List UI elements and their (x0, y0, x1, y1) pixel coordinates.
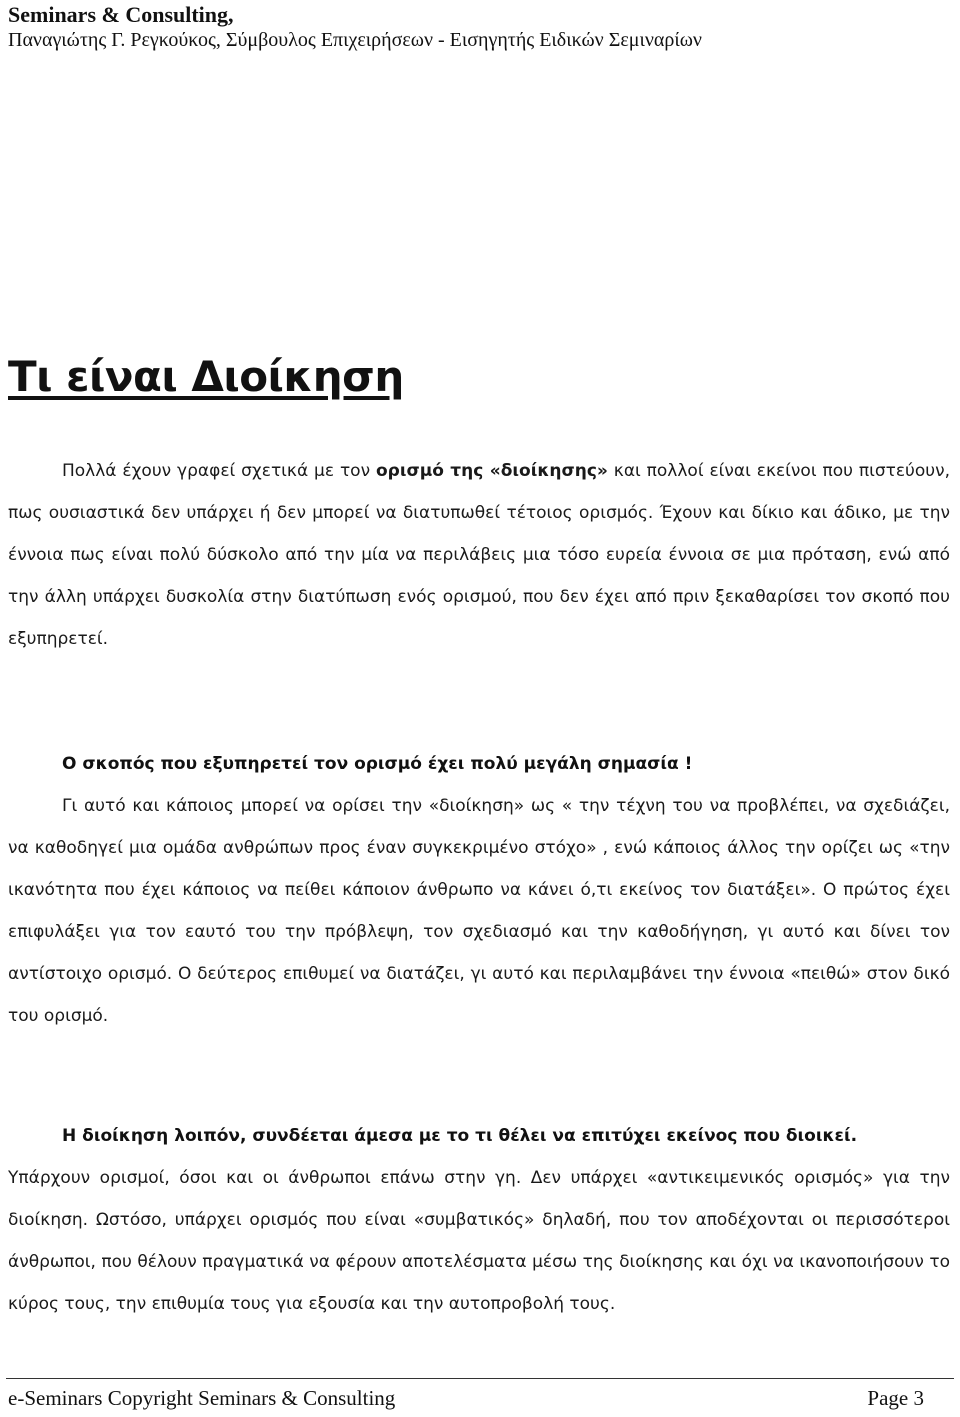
paragraph-2-text: Γι αυτό και κάποιος μπορεί να ορίσει την «διοίκηση» ως « την τέχνη του να προβλέπει, να σχεδιάζει, να καθοδηγεί μια ομάδα ανθρώπων προς έναν συγκεκριμένο στόχο» , ενώ κάποιος άλλος την ορίζει ως «την ικανότητα που έχει κάποιος να πείθει κάποιον άνθρωπο να κάνει ό,τι εκείνος τον διατάξει». Ο πρώτος έχει επιφυλάξει για τον εαυτό του την πρόβλεψη, τον σχεδιασμό και την καθοδήγηση, γι αυτό και δίνει τον αντίστοιχο ορισμό. Ο δεύτερος επιθυμεί να διατάζει, γι αυτό και περιλαμβάνει την έννοια «πειθώ» στον δικό του ορισμό. (8, 796, 950, 1026)
header-company: Seminars & Consulting, (8, 2, 234, 27)
footer-copyright: e-Seminars Copyright Seminars & Consulting (8, 1386, 396, 1410)
paragraph-1 (8, 450, 950, 660)
paragraph-3 (8, 1157, 950, 1325)
paragraph-1-bold: ορισμό της «διοίκησης» (375, 461, 608, 481)
footer-page-number: Page 3 (867, 1386, 924, 1410)
page-title: Τι είναι Διοίκηση (8, 352, 404, 401)
header-author-line: Παναγιώτης Γ. Ρεγκούκος, Σύμβουλος Επιχειρήσεων - Εισηγητής Ειδικών Σεμιναρίων (8, 29, 702, 51)
paragraph-1-text-a: Πολλά έχουν γραφεί σχετικά με τον (62, 461, 376, 481)
bold-statement-2: Η διοίκηση λοιπόν, συνδέεται άμεσα με το τι θέλει να επιτύχει εκείνος που διοικεί. (62, 1126, 858, 1146)
paragraph-1-text-b: και πολλοί είναι εκείνοι που πιστεύουν, πως ουσιαστικά δεν υπάρχει ή δεν μπορεί να διατυπωθεί τέτοιος ορισμός. Έχουν και δίκιο και άδικο, με την έννοια πως είναι πολύ δύσκολο από την μία να περιλάβεις μια τόσο ευρεία έννοια σε μια πρόταση, ενώ από την άλλη υπάρχει δυσκολία στην διατύπωση ενός ορισμού, που δεν έχει από πριν ξεκαθαρίσει τον σκοπό που εξυπηρετεί. (8, 461, 950, 649)
bold-statement-1: Ο σκοπός που εξυπηρετεί τον ορισμό έχει πολύ μεγάλη σημασία ! (62, 754, 693, 774)
paragraph-3-text: Υπάρχουν ορισμοί, όσοι και οι άνθρωποι επάνω στην γη. Δεν υπάρχει «αντικειμενικός ορισμός» για την διοίκηση. Ωστόσο, υπάρχει ορισμός που είναι «συμβατικός» δηλαδή, που τον αποδέχονται οι περισσότεροι άνθρωποι, που θέλουν πραγματικά να φέρουν αποτελέσματα μέσω της διοίκησης και όχι να ικανοποιήσουν το κύρος τους, την επιθυμία τους για εξουσία και την αυτοπροβολή τους. (8, 1168, 950, 1314)
footer-divider (6, 1378, 954, 1379)
paragraph-2 (8, 785, 950, 1037)
